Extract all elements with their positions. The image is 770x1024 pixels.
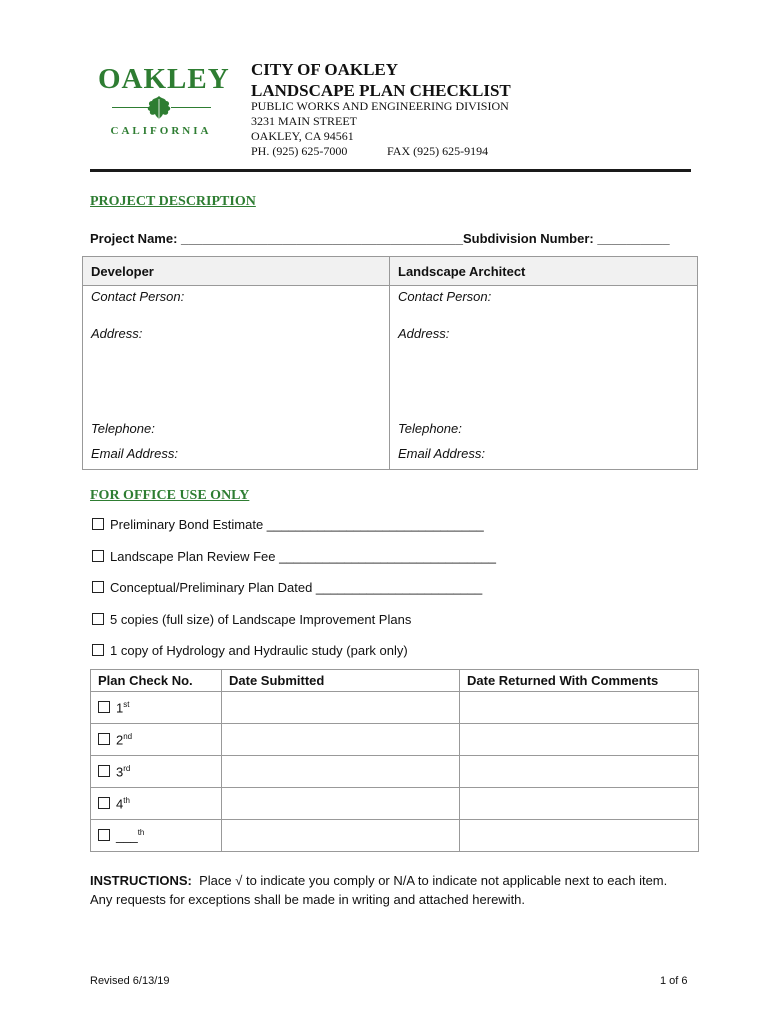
plan-check-cell	[91, 820, 222, 852]
instructions-text: Place √ to indicate you comply or N/A to indicate not applicable next to each item. Any requests for exceptions shall be made in writing and attached herewith.	[90, 873, 668, 907]
contacts-table	[82, 256, 698, 470]
plan-check-number: 4	[116, 796, 124, 812]
title-checklist: LANDSCAPE PLAN CHECKLIST	[251, 81, 511, 100]
street-address: 3231 MAIN STREET	[251, 114, 357, 128]
date-submitted-cell[interactable]	[222, 788, 460, 820]
architect-header: Landscape Architect	[390, 257, 698, 286]
date-returned-header: Date Returned With Comments	[460, 670, 699, 692]
date-returned-cell[interactable]	[460, 820, 699, 852]
checkbox[interactable]	[92, 550, 104, 562]
project-description-heading: PROJECT DESCRIPTION	[90, 194, 256, 209]
office-item	[92, 549, 496, 564]
plan-check-number: ___	[116, 828, 138, 844]
division-name: PUBLIC WORKS AND ENGINEERING DIVISION	[251, 99, 509, 113]
checkbox[interactable]	[92, 581, 104, 593]
office-item	[92, 580, 482, 595]
fax-number: FAX (925) 625-9194	[387, 144, 489, 158]
date-submitted-cell[interactable]	[222, 724, 460, 756]
architect-address-label: Address:	[398, 326, 450, 341]
instructions-label: INSTRUCTIONS:	[90, 873, 192, 888]
date-returned-cell[interactable]	[460, 724, 699, 756]
project-name-line: Project Name: _______________________________________Subdivision Number: __________	[90, 231, 670, 246]
architect-telephone-label: Telephone:	[398, 421, 462, 436]
developer-contact-label: Contact Person:	[91, 289, 185, 304]
table-row	[91, 692, 699, 724]
office-item	[92, 517, 484, 532]
architect-cell	[390, 286, 698, 470]
instructions	[90, 871, 690, 909]
plan-check-cell	[91, 788, 222, 820]
table-row	[91, 724, 699, 756]
plan-check-number: 1	[116, 700, 124, 716]
table-row	[91, 788, 699, 820]
office-item	[92, 643, 408, 658]
logo-state-word: CALIFORNIA	[110, 125, 212, 137]
document-title	[251, 59, 511, 101]
plan-check-number: 3	[116, 764, 124, 780]
plan-check-table	[90, 669, 699, 852]
table-row	[91, 820, 699, 852]
date-returned-cell[interactable]	[460, 788, 699, 820]
date-submitted-cell[interactable]	[222, 820, 460, 852]
ordinal-suffix: rd	[123, 763, 131, 773]
date-submitted-cell[interactable]	[222, 692, 460, 724]
plan-check-number: 2	[116, 732, 124, 748]
checkbox[interactable]	[92, 613, 104, 625]
ordinal-suffix: st	[123, 699, 130, 709]
ordinal-suffix: th	[137, 827, 145, 837]
office-item-label: Conceptual/Preliminary Plan Dated _______________________	[110, 580, 483, 595]
table-row	[91, 756, 699, 788]
checkbox[interactable]	[98, 701, 110, 713]
division-contact-block	[251, 99, 509, 159]
page-number: 1 of 6	[660, 975, 688, 987]
ordinal-suffix: th	[123, 795, 130, 805]
developer-cell	[83, 286, 390, 470]
date-returned-cell[interactable]	[460, 692, 699, 724]
ordinal-suffix: nd	[123, 731, 133, 741]
checkbox[interactable]	[98, 829, 110, 841]
plan-check-cell	[91, 756, 222, 788]
office-item-label: 5 copies (full size) of Landscape Improvement Plans	[110, 612, 412, 627]
checkbox[interactable]	[92, 518, 104, 530]
oak-leaf-icon	[143, 94, 175, 122]
checkbox[interactable]	[92, 644, 104, 656]
header-divider	[90, 169, 691, 172]
phone-number: PH. (925) 625-7000	[251, 144, 348, 158]
office-item-label: Preliminary Bond Estimate ______________________________	[110, 517, 484, 532]
plan-check-header: Plan Check No.	[91, 670, 222, 692]
title-city: CITY OF OAKLEY	[251, 60, 399, 79]
city-state-zip: OAKLEY, CA 94561	[251, 129, 354, 143]
office-item	[92, 612, 411, 627]
plan-check-cell	[91, 724, 222, 756]
checkbox[interactable]	[98, 733, 110, 745]
date-returned-cell[interactable]	[460, 756, 699, 788]
office-item-label: 1 copy of Hydrology and Hydraulic study (park only)	[110, 643, 408, 658]
architect-contact-label: Contact Person:	[398, 289, 492, 304]
checkbox[interactable]	[98, 797, 110, 809]
date-submitted-header: Date Submitted	[222, 670, 460, 692]
developer-email-label: Email Address:	[91, 446, 178, 461]
developer-address-label: Address:	[91, 326, 143, 341]
office-use-heading: FOR OFFICE USE ONLY	[90, 488, 250, 503]
logo-rule-right	[171, 107, 211, 108]
developer-telephone-label: Telephone:	[91, 421, 155, 436]
date-submitted-cell[interactable]	[222, 756, 460, 788]
revision-date: Revised 6/13/19	[90, 975, 170, 987]
city-logo	[98, 63, 230, 144]
logo-city-word: OAKLEY	[98, 63, 230, 95]
plan-check-cell	[91, 692, 222, 724]
checkbox[interactable]	[98, 765, 110, 777]
developer-header: Developer	[83, 257, 390, 286]
office-item-label: Landscape Plan Review Fee ______________________________	[110, 549, 497, 564]
phone-fax-line	[251, 144, 509, 159]
architect-email-label: Email Address:	[398, 446, 485, 461]
